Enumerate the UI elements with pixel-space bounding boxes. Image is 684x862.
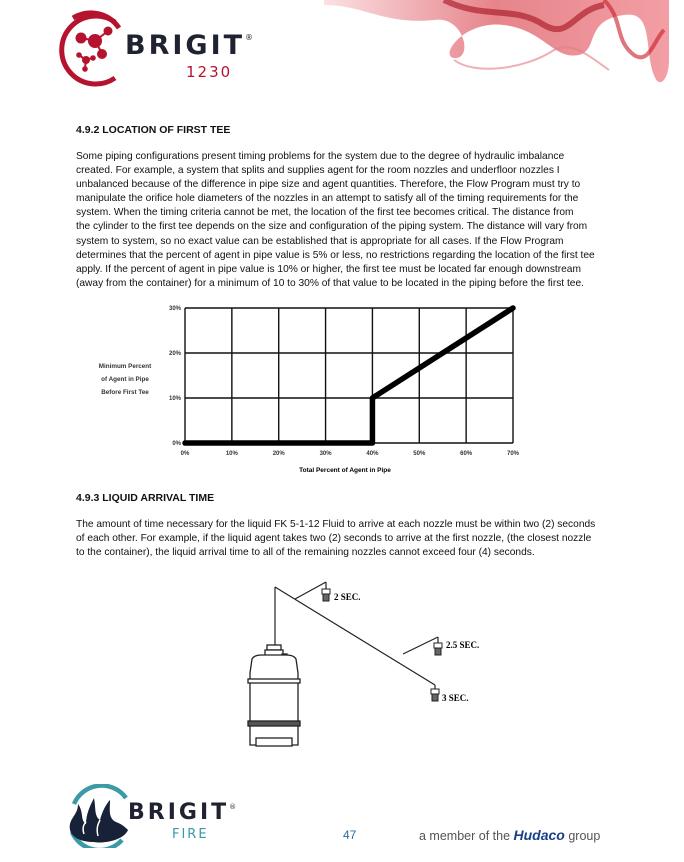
text-line: of each other. For example, if the liquid agent takes two (2) seconds to arrive at the first nozzle, (the closest nozzle [76, 533, 592, 545]
text-line: unbalanced because of the difference in pipe size and agent quantities. Therefore, the Flow Program must try to [76, 179, 581, 191]
paragraph-location-first-tee [76, 150, 622, 291]
y-tick-label: 30% [168, 306, 181, 312]
brand-name: BRIGIT® [125, 30, 257, 61]
x-tick-label: 30% [319, 451, 332, 457]
section-title-location-first-tee: 4.9.2 LOCATION OF FIRST TEE [76, 124, 231, 136]
x-tick-label: 60% [460, 451, 473, 457]
nozzle-3-label: 3 SEC. [442, 693, 469, 703]
text-line: Some piping configurations present timing problems for the system due to the degree of hydraulic imbalance [76, 151, 565, 162]
text-line: The amount of time necessary for the liquid FK 5-1-12 Fluid to arrive at each nozzle must be within two (2) seconds [76, 519, 596, 530]
agent-cylinder-icon [248, 645, 300, 746]
member-suffix: group [568, 829, 601, 843]
member-tagline [419, 827, 600, 843]
series-line [185, 308, 513, 443]
text-line: system. When the timing criteria cannot be met, the location of the first tee becomes critical. The distance from [76, 207, 574, 219]
chart-x-label: Total Percent of Agent in Pipe [299, 467, 391, 474]
text-line: created. For example, a system that splits and supplies agent for the room nozzles and underfloor nozzles I [76, 165, 560, 177]
x-tick-label: 20% [272, 451, 285, 457]
footer-brand-sub: FIRE [172, 827, 209, 842]
chart-series [185, 308, 513, 443]
chart-grid [185, 308, 513, 443]
footer-brand-name: BRIGIT® [128, 800, 240, 825]
x-tick-label: 50% [413, 451, 426, 457]
y-tick-label: 20% [168, 351, 181, 357]
text-line: (away from the container) for a minimum of 10 to 30% of that value to be located in the piping before the first tee. [76, 277, 584, 289]
chart-x-ticks [181, 451, 520, 457]
piping-diagram [240, 575, 520, 750]
y-label-line: Before First Tee [101, 389, 149, 396]
nozzle-3-icon [431, 689, 439, 701]
member-prefix: a member of the [419, 829, 511, 843]
y-tick-label: 0% [172, 441, 181, 447]
section-title-liquid-arrival-time: 4.9.3 LIQUID ARRIVAL TIME [76, 492, 215, 504]
hudaco-logo-text: Hudaco [513, 827, 565, 843]
y-label-line: of Agent in Pipe [101, 376, 149, 383]
text-line: the cylinder to the first tee depends on the size and configuration of the piping system. The distance will vary from [76, 221, 588, 233]
text-line: system to system, so no exact value can be established that is appropriate for all cases. If the Flow Program [76, 235, 564, 247]
chart-y-label [99, 363, 152, 396]
y-tick-label: 10% [168, 396, 181, 402]
nozzle-1-label: 2 SEC. [334, 592, 361, 602]
nozzle-1-icon [322, 589, 330, 601]
chart-y-ticks [169, 306, 182, 447]
nozzle-2-icon [434, 643, 442, 655]
x-tick-label: 70% [506, 451, 520, 457]
red-smoke-graphic [324, 0, 684, 110]
text-line: to the container), the liquid arrival time to all of the remaining nozzles cannot exceed four (4) seconds. [76, 547, 535, 559]
x-tick-label: 0% [180, 451, 190, 457]
paragraph-liquid-arrival-time [76, 518, 622, 560]
page-number: 47 [343, 828, 357, 842]
product-name: 1230 [186, 63, 233, 81]
first-tee-chart [90, 300, 530, 480]
y-label-line: Minimum Percent [98, 363, 152, 370]
nozzle-2-label: 2.5 SEC. [446, 640, 480, 650]
text-line: manipulate the orifice hole diameters of the nozzles in an attempt to satisfy all of the timing requirements for the [76, 193, 579, 205]
text-line: determines that the percent of agent in pipe value is 5% or less, no restrictions regarding the location of the first tee [76, 249, 595, 261]
x-tick-label: 10% [225, 451, 238, 457]
x-tick-label: 40% [366, 451, 379, 457]
text-line: apply. If the percent of agent in pipe value is 10% or higher, the first tee must be located far enough downstream [76, 263, 581, 275]
page-header [0, 0, 684, 110]
